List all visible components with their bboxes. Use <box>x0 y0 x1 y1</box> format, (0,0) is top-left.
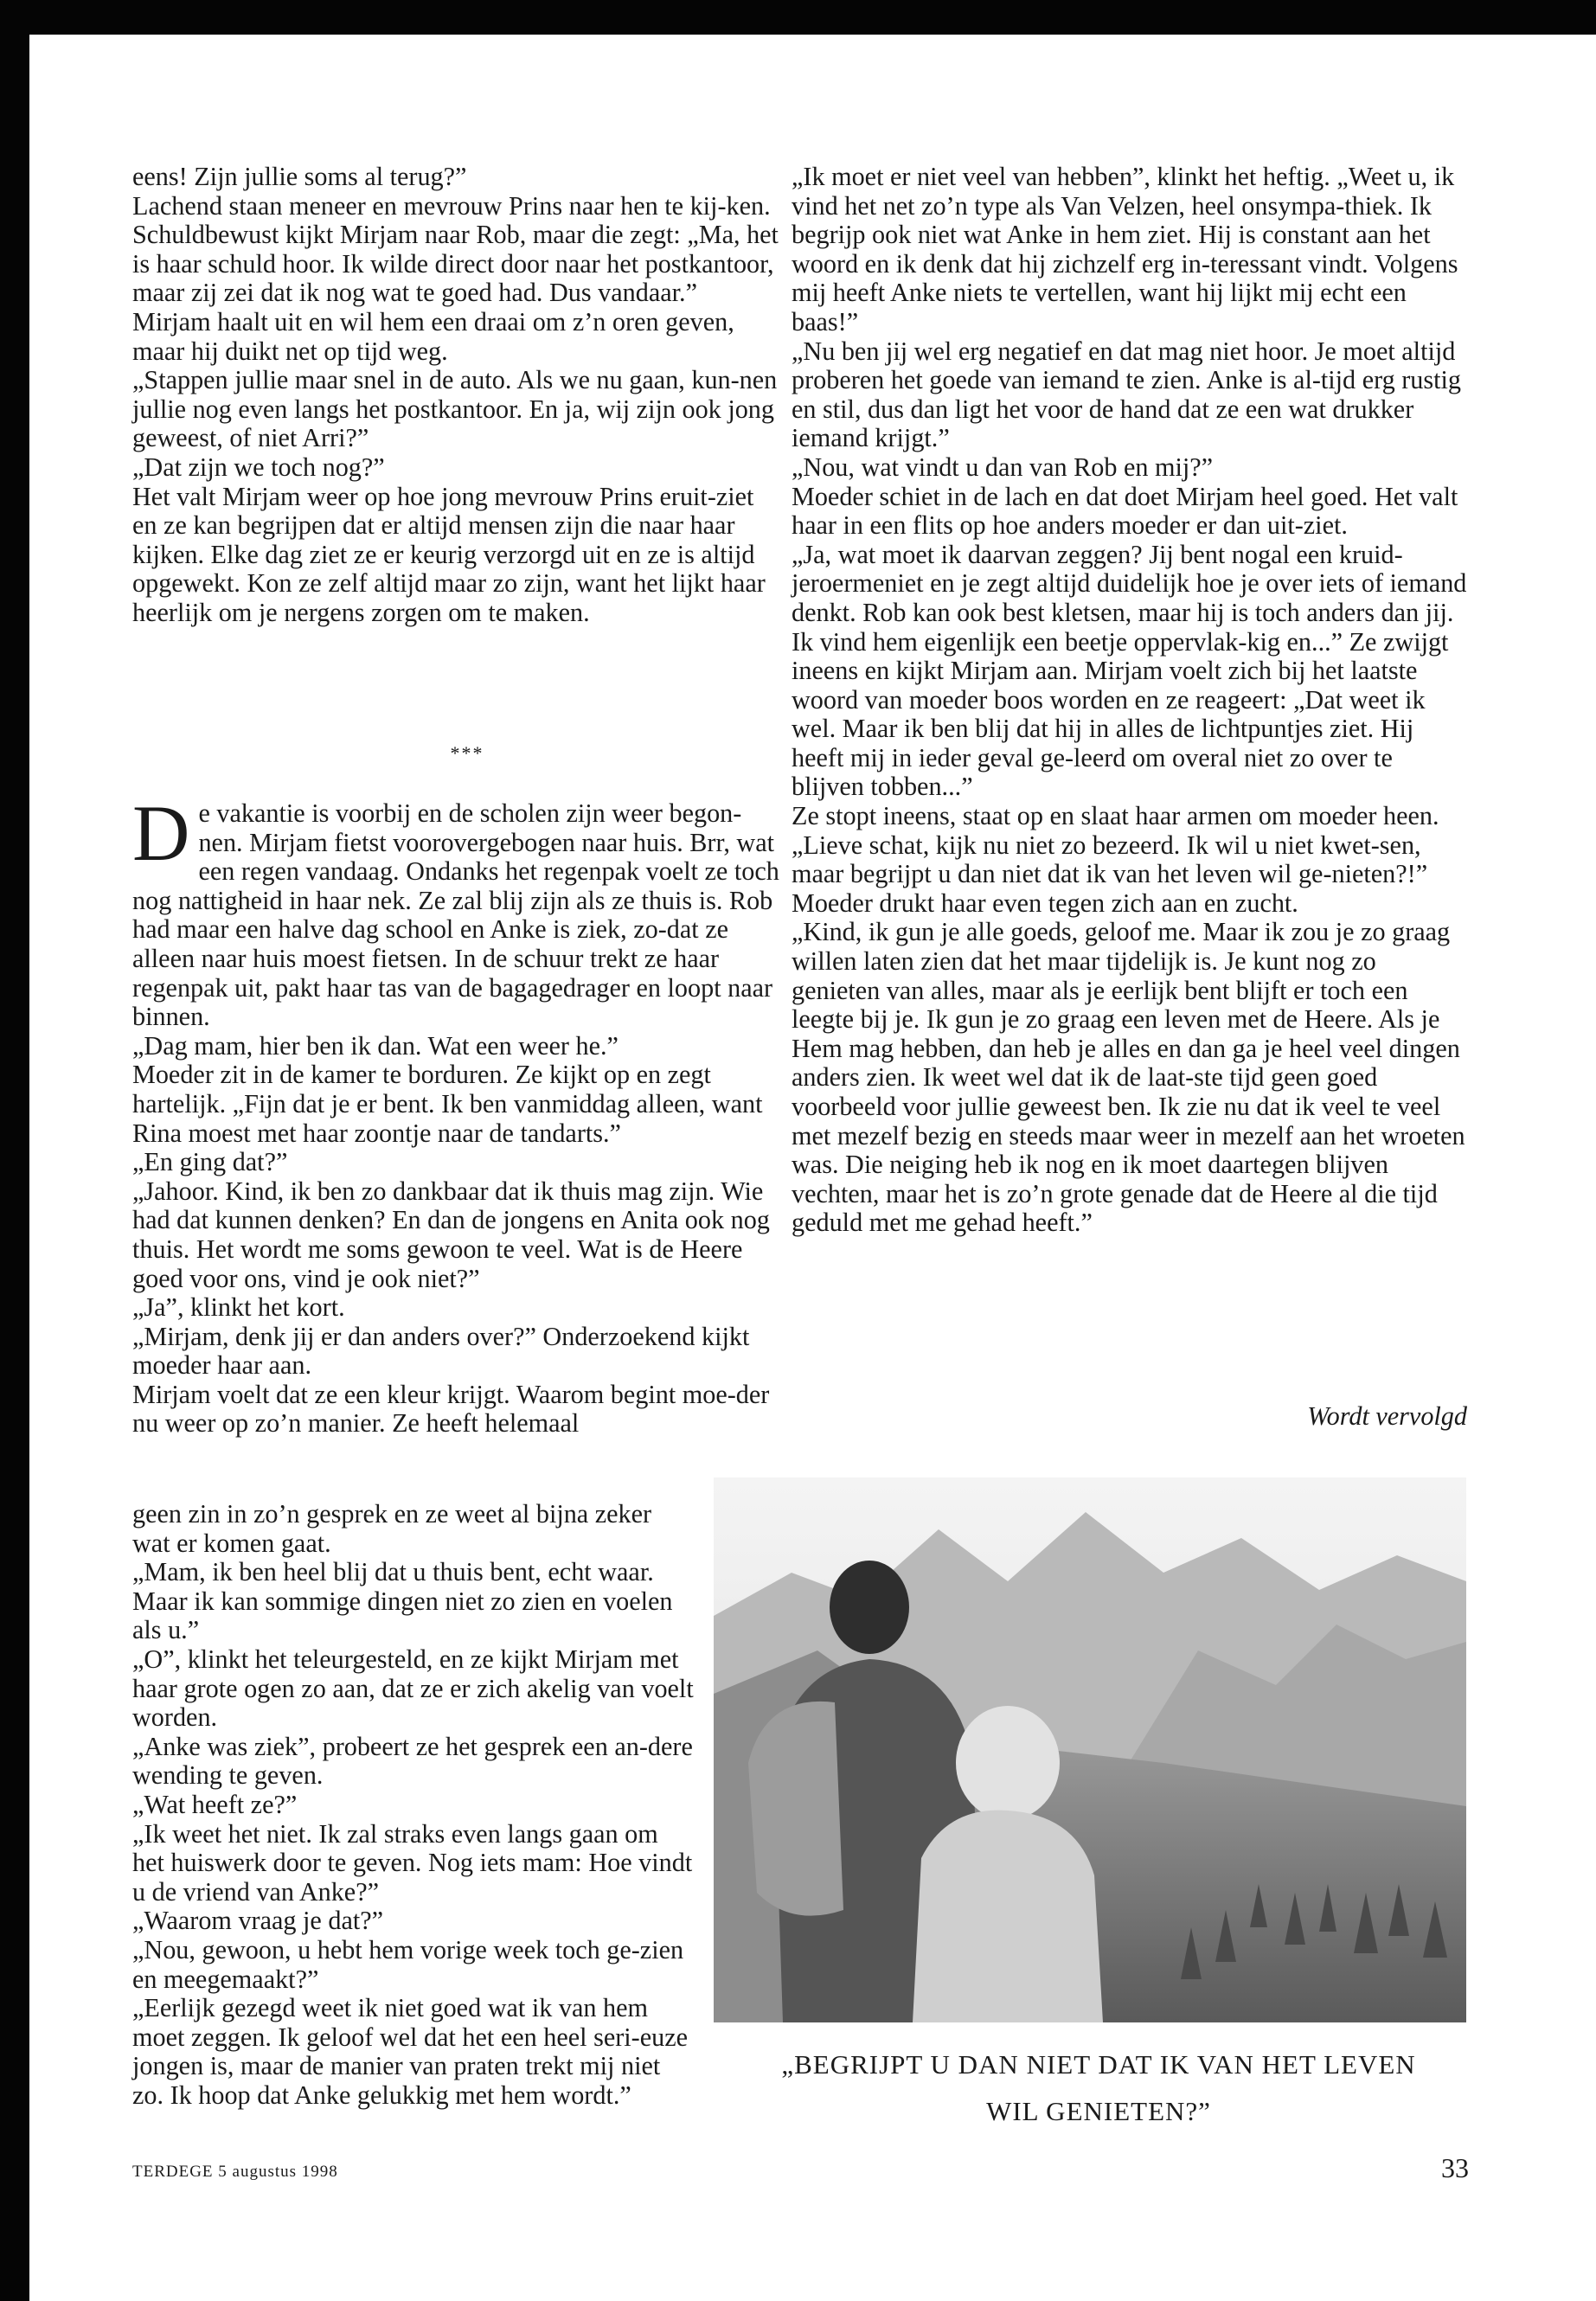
paragraph: „Jahoor. Kind, ik ben zo dankbaar dat ik thuis mag zijn. Wie had dat kunnen denken? En dan de jongens en Anita ook nog thuis. Het wordt me soms gewoon te veel. Wat is de Heere goed voor ons, vind je ook niet?” <box>132 1176 770 1293</box>
paragraph: Moeder zit in de kamer te borduren. Ze kijkt op en zegt hartelijk. „Fijn dat je er bent. Ik ben vanmiddag alleen, want Rina moest met haar zoontje naar de tandarts.” <box>132 1060 763 1148</box>
paragraph: „O”, klinkt het teleurgesteld, en ze kijkt Mirjam met haar grote ogen zo aan, dat ze er zich akelig van voelt worden. <box>132 1644 694 1733</box>
left-column-top <box>132 163 781 628</box>
section-separator: *** <box>450 742 484 764</box>
paragraph: „Mirjam, denk jij er dan anders over?” Onderzoekend kijkt moeder haar aan. <box>132 1321 750 1381</box>
paragraph: „Ja”, klinkt het kort. <box>132 1292 345 1323</box>
page-number: 33 <box>1441 2152 1469 2183</box>
backpack <box>748 1702 843 1916</box>
left-column-middle <box>132 789 781 1439</box>
drop-cap: D <box>132 789 190 877</box>
paragraph: „Dag mam, hier ben ik dan. Wat een weer he.” <box>132 1030 619 1061</box>
paragraph: Ze stopt ineens, staat op en slaat haar armen om moeder heen. <box>792 801 1439 831</box>
paragraph: „Ik weet het niet. Ik zal straks even langs gaan om het huiswerk door te geven. Nog iets mam: Hoe vindt u de vriend van Anke?” <box>132 1818 693 1907</box>
paragraph: eens! Zijn jullie soms al terug?” <box>132 162 467 191</box>
caption-line: „BEGRIJPT U DAN NIET DAT IK VAN HET LEVEN <box>781 2049 1416 2080</box>
paragraph: Lachend staan meneer en mevrouw Prins naar hen te kij-ken. <box>132 190 771 221</box>
paragraph: „Ik moet er niet veel van hebben”, klinkt het heftig. „Weet u, ik vind het net zo’n type als Van Velzen, heel onsympa-thiek. Ik begrijp ook niet wat Anke in hem ziet. Hij is constant aan het woord en ik denk dat hij zichzelf erg in-teressant vindt. Volgens mij heeft Anke niets te vertellen, want hij lijkt mij echt een baas!” <box>792 162 1458 336</box>
to-be-continued: Wordt vervolgd <box>1307 1401 1467 1431</box>
paragraph: „Nou, gewoon, u hebt hem vorige week toch ge-zien en meegemaakt?” <box>132 1934 684 1994</box>
paragraph: Moeder drukt haar even tegen zich aan en zucht. <box>792 888 1298 918</box>
illustration-caption <box>753 2041 1445 2135</box>
footer-publication: TERDEGE 5 augustus 1998 <box>132 2163 338 2181</box>
paragraph: geen zin in zo’n gesprek en ze weet al bijna zeker wat er komen gaat. <box>132 1499 652 1558</box>
paragraph: Schuldbewust kijkt Mirjam naar Rob, maar die zegt: „Ma, het is haar schuld hoor. Ik wilde direct door naar het postkantoor, maar zij zei dat ik nog wat te goed had. Dus vandaar.” <box>132 220 779 308</box>
caption-line: WIL GENIETEN?” <box>986 2096 1211 2126</box>
paragraph: Mirjam haalt uit en wil hem een draai om z’n oren geven, maar hij duikt net op tijd weg. <box>132 306 734 366</box>
paragraph: „Wat heeft ze?” <box>132 1789 298 1819</box>
scan-border-left <box>0 0 29 2301</box>
paragraph: „Waarom vraag je dat?” <box>132 1906 384 1936</box>
paragraph: „Eerlijk gezegd weet ik niet goed wat ik van hem moet zeggen. Ik geloof wel dat het een heel seri-euze jongen is, maar de manier van praten trekt mij niet zo. Ik hoop dat Anke gelukkig met hem wordt.” <box>132 1993 689 2110</box>
paragraph: „En ging dat?” <box>132 1147 288 1177</box>
paragraph: „Mam, ik ben heel blij dat u thuis bent, echt waar. Maar ik kan sommige dingen niet zo zien en voelen als u.” <box>132 1557 673 1645</box>
paragraph: Het valt Mirjam weer op hoe jong mevrouw Prins eruit-ziet en ze kan begrijpen dat er altijd mensen zijn die naar haar kijken. Elke dag ziet ze er keurig verzorgd uit en ze is altijd opgewekt. Kon ze zelf altijd maar zo zijn, want het lijkt haar heerlijk om je nergens zorgen om te maken. <box>132 481 766 627</box>
paragraph-text: e vakantie is voorbij en de scholen zijn weer begon-nen. Mirjam fietst voorovergebogen naar huis. Brr, wat een regen vandaag. Ondanks het regenpak voelt ze toch nog nattigheid in haar nek. Ze zal blij zijn als ze thuis is. Rob had maar een halve dag school en Anke is ziek, zo-dat ze alleen naar huis moest fietsen. In de schuur trekt ze haar regenpak uit, pakt haar tas van de bagagedrager en loopt naar binnen. <box>132 798 779 1032</box>
paragraph: „Dat zijn we toch nog?” <box>132 452 385 482</box>
paragraph: „Ja, wat moet ik daarvan zeggen? Jij bent nogal een kruid-jeroermeniet en je zegt altijd duidelijk hoe je over iets of iemand denkt. Rob kan ook best kletsen, maar hij is toch anders dan jij. Ik vind hem eigenlijk een beetje oppervlak-kig en...” Ze zwijgt ineens en kijkt Mirjam aan. Mirjam voelt zich bij het laatste woord van moeder boos worden en ze reageert: „Dat weet ik wel. Maar ik ben blij dat hij in alles de lichtpuntjes ziet. Hij heeft mij in ieder geval ge-leerd om overal niet zo over te blijven tobben...” <box>792 539 1467 802</box>
paragraph: „Lieve schat, kijk nu niet zo bezeerd. Ik wil u niet kwet-sen, maar begrijpt u dan niet dat ik van het leven wil ge-nieten?!” <box>792 830 1428 889</box>
paragraph: „Nou, wat vindt u dan van Rob en mij?” <box>792 452 1214 482</box>
paragraph: „Nu ben jij wel erg negatief en dat mag niet hoor. Je moet altijd proberen het goede van iemand te zien. Anke is al-tijd erg rustig en stil, dus dan ligt het voor de hand dat ze een wat drukker iemand krijgt.” <box>792 336 1462 453</box>
paragraph <box>132 789 781 1032</box>
paragraph: Mirjam voelt dat ze een kleur krijgt. Waarom begint moe-der nu weer op zo’n manier. Ze heeft helemaal <box>132 1379 770 1439</box>
scan-border-top <box>0 0 1596 35</box>
paragraph: „Kind, ik gun je alle goeds, geloof me. Maar ik zou je zo graag willen laten zien dat het maar tijdelijk is. Je kunt nog zo genieten van alles, maar als je eerlijk bent blijft er toch een leegte bij je. Ik gun je zo graag een leven met de Heere. Als je Hem mag hebben, dan heb je alles en dan ga je heel veel dingen anders zien. Ik weet wel dat ik de laat-ste tijd geen goed voorbeeld voor jullie geweest ben. Ik zie nu dat ik veel te veel met mezelf bezig en steeds maar weer in mezelf aan het wroeten was. Die neiging heb ik nog en ik moet daartegen blijven vechten, maar het is zo’n grote genade dat de Heere al die tijd geduld met me gehad heeft.” <box>792 917 1465 1238</box>
paragraph: „Anke was ziek”, probeert ze het gesprek een an-dere wending te geven. <box>132 1731 693 1791</box>
paragraph: Moeder schiet in de lach en dat doet Mirjam heel goed. Het valt haar in een flits op hoe anders moeder er dan uit-ziet. <box>792 481 1458 541</box>
illustration-hikers-mountains <box>714 1477 1466 2022</box>
paragraph: „Stappen jullie maar snel in de auto. Als we nu gaan, kun-nen jullie nog even langs het postkantoor. En ja, wij zijn ook jong geweest, of niet Arri?” <box>132 365 778 453</box>
right-column <box>792 163 1468 1238</box>
left-column-bottom <box>132 1500 695 2110</box>
